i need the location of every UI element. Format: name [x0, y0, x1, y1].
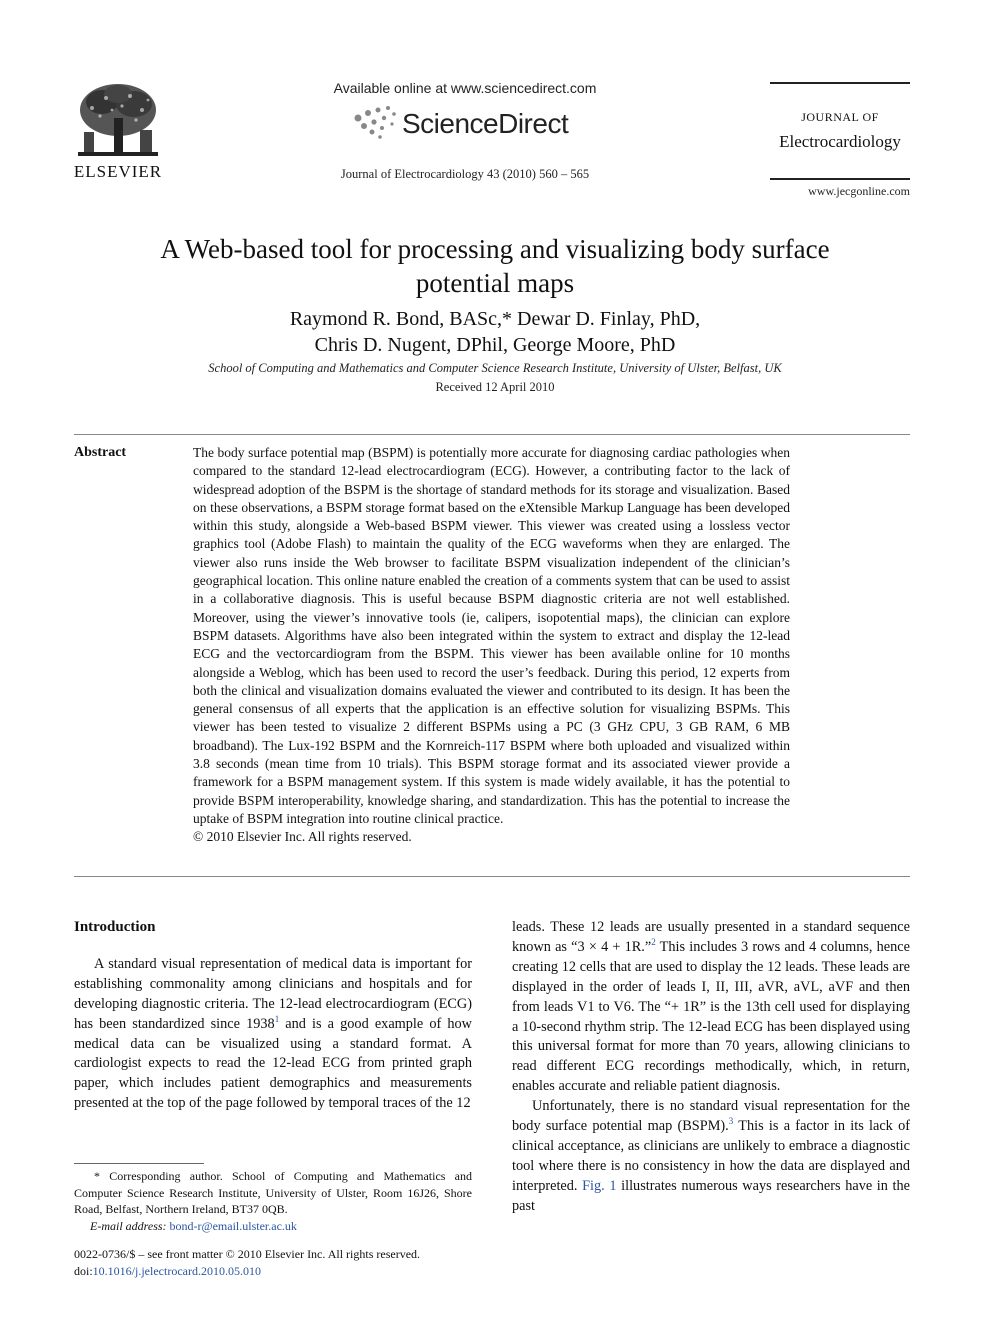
- sciencedirect-wordmark: ScienceDirect: [402, 108, 569, 139]
- masthead-bottom-rule: [770, 178, 910, 180]
- intro-paragraph-1: [74, 955, 472, 1114]
- received-date: Received 12 April 2010: [435, 380, 555, 394]
- masthead-top-rule: [770, 82, 910, 84]
- doi-link[interactable]: 10.1016/j.jelectrocard.2010.05.010: [92, 1264, 261, 1278]
- citation-3[interactable]: 3: [728, 1116, 734, 1127]
- article-title: A Web-based tool for processing and visualizing body surface potential maps: [160, 234, 830, 298]
- right-p1-text-b: This includes 3 rows and 4 columns, hence creating 12 cells that are used to display the 12 leads. These leads are displayed in the order of leads I, II, III, aVR, aVL, aVF and then from leads V1 to V6. The “+ 1R” is the 13th cell used for displaying a 10-second rhythm strip. The 12-lead ECG has been displayed using this universal format for more than 70 years, allowing clinicians to read different ECG recordings methodically, which, in return, enables accurate and reliable patient diagnosis.: [512, 938, 910, 1095]
- right-p2-text-c: illustrates numerous ways researchers have in the past: [512, 1177, 910, 1214]
- abstract-body: [193, 444, 790, 847]
- issn-doi-block: [74, 1246, 474, 1280]
- abstract-label: Abstract: [74, 445, 127, 460]
- abstract-top-rule: [74, 434, 910, 435]
- affiliation: School of Computing and Mathematics and Computer Science Research Institute, University of Ulster, Belfast, UK: [208, 361, 782, 375]
- right-p1-text-a: leads. These 12 leads are usually presented in a standard sequence known as “3 × 4 + 1R.”: [512, 919, 910, 955]
- abstract-text: The body surface potential map (BSPM) is potentially more accurate for diagnosing cardiac pathologies when compared to the standard 12-lead electrocardiogram (ECG). However, a contributing factor to the lack of widespread adoption of the BSPM is the shortage of standard methods for its storage and visualization. Based on these observations, a BSPM storage format based on the eXtensible Markup Language has been developed within this study, alongside a Web-based BSPM viewer. This viewer was created using a lossless vector graphics tool (Adobe Flash) to maintain the quality of the ECG waveforms when they are enlarged. The viewer also runs inside the Web browser to facilitate BSPM visualization independent of the clinician’s geographical location. This online nature enabled the creation of a comments system that can be used to assist in a collaborative diagnosis. This is useful because BSPM diagnostic criteria are not well established. Moreover, using the viewer’s innovative tools (ie, calipers, isopotential maps), the clinician can explore BSPM datasets. Algorithms have also been integrated within the system to extract and display the 12-lead ECG and the vectorcardiogram from the BSPM. This viewer has been available online for 10 months alongside a Weblog, which has been used to record the user’s feedback. During this period, 12 experts from both the clinical and visualization domains evaluated the viewer and contributed to its design. It has been the general consensus of all experts that the application is an effective solution for visualizing BSPMs. This viewer has been tested to visualize 2 different BSPMs using a PC (3 GHz CPU, 3 GB RAM, 6 MB broadband). The Lux-192 BSPM and the Kornreich-117 BSPM where both uploaded and visualized within 3.8 seconds (mean time from 10 trials). This BSPM storage format and its associated viewer provide a framework for a BSPM management system. If this system is made widely available, it has the potential to provide BSPM interoperability, knowledge sharing, and standardization. This has the potential to increase the uptake of BSPM integration into routine clinical practice.: [193, 445, 790, 826]
- corresponding-author-note: * Corresponding author. School of Computing and Mathematics and Computer Science Research Institute, University of Ulster, Room 16J26, Shore Road, Belfast, Northern Ireland, BT37 0QB.: [74, 1169, 472, 1216]
- footnote: [74, 1168, 472, 1234]
- journal-url[interactable]: www.jecgonline.com: [808, 184, 910, 198]
- left-column: [74, 918, 472, 1114]
- email-link[interactable]: bond-r@email.ulster.ac.uk: [169, 1218, 297, 1233]
- journal-masthead: [770, 82, 910, 180]
- intro-p1-text-b: and is a good example of how medical data can be visualized using a standard format. A cardiologist expects to read the 12-lead ECG from printed graph paper, which includes patient demographics and measurements presented at the top of the page followed by temporal traces of the 12: [74, 1015, 472, 1112]
- introduction-heading: Introduction: [74, 919, 156, 935]
- email-line: [74, 1218, 472, 1235]
- intro-p1-text-a: A standard visual representation of medical data is important for establishing commonality among clinicians and hospitals and for developing diagnostic criteria. The 12-lead electrocardiogram (ECG) has been standardized since 1938: [74, 955, 472, 1032]
- sciencedirect-dots-icon: [350, 104, 402, 144]
- citation-2[interactable]: 2: [651, 937, 656, 948]
- publisher-name: ELSEVIER: [73, 162, 163, 181]
- email-label: E-mail address:: [90, 1218, 167, 1233]
- authors-line-2: Chris D. Nugent, DPhil, George Moore, PhD: [314, 334, 676, 356]
- elsevier-logo: [72, 80, 164, 182]
- footnote-rule: [74, 1163, 204, 1164]
- issn-line: 0022-0736/$ – see front matter © 2010 Elsevier Inc. All rights reserved.: [74, 1247, 421, 1261]
- intro-paragraph-1-continued: [512, 918, 910, 1097]
- elsevier-tree-icon: [72, 80, 164, 160]
- citation-1[interactable]: 1: [274, 1013, 280, 1024]
- abstract-copyright: © 2010 Elsevier Inc. All rights reserved.: [193, 829, 412, 845]
- figure-1-link[interactable]: Fig. 1: [582, 1177, 617, 1194]
- doi-line: [74, 1263, 474, 1280]
- sciencedirect-logo: [350, 102, 590, 150]
- available-online-text: Available online at www.sciencedirect.com: [333, 80, 597, 96]
- journal-reference: Journal of Electrocardiology 43 (2010) 560 – 565: [340, 167, 590, 181]
- journal-name-line2: Electrocardiology: [779, 132, 901, 151]
- authors-line-1: Raymond R. Bond, BASc,* Dewar D. Finlay, PhD,: [289, 308, 701, 330]
- right-p2-text-a: Unfortunately, there is no standard visual representation for the body surface potential map (BSPM).: [512, 1098, 910, 1135]
- right-column: [512, 918, 910, 1217]
- right-p2-text-b: This is a factor in its lack of clinical acceptance, as clinicians are unlikely to embrace a diagnostic tool where there is no consistency in how the data are displayed and interpreted.: [512, 1118, 910, 1194]
- intro-paragraph-2: [512, 1097, 910, 1216]
- doi-label: doi:: [74, 1264, 93, 1278]
- author-list: [120, 306, 870, 358]
- abstract-bottom-rule: [74, 876, 910, 877]
- journal-name-line1: JOURNAL OF: [801, 110, 879, 124]
